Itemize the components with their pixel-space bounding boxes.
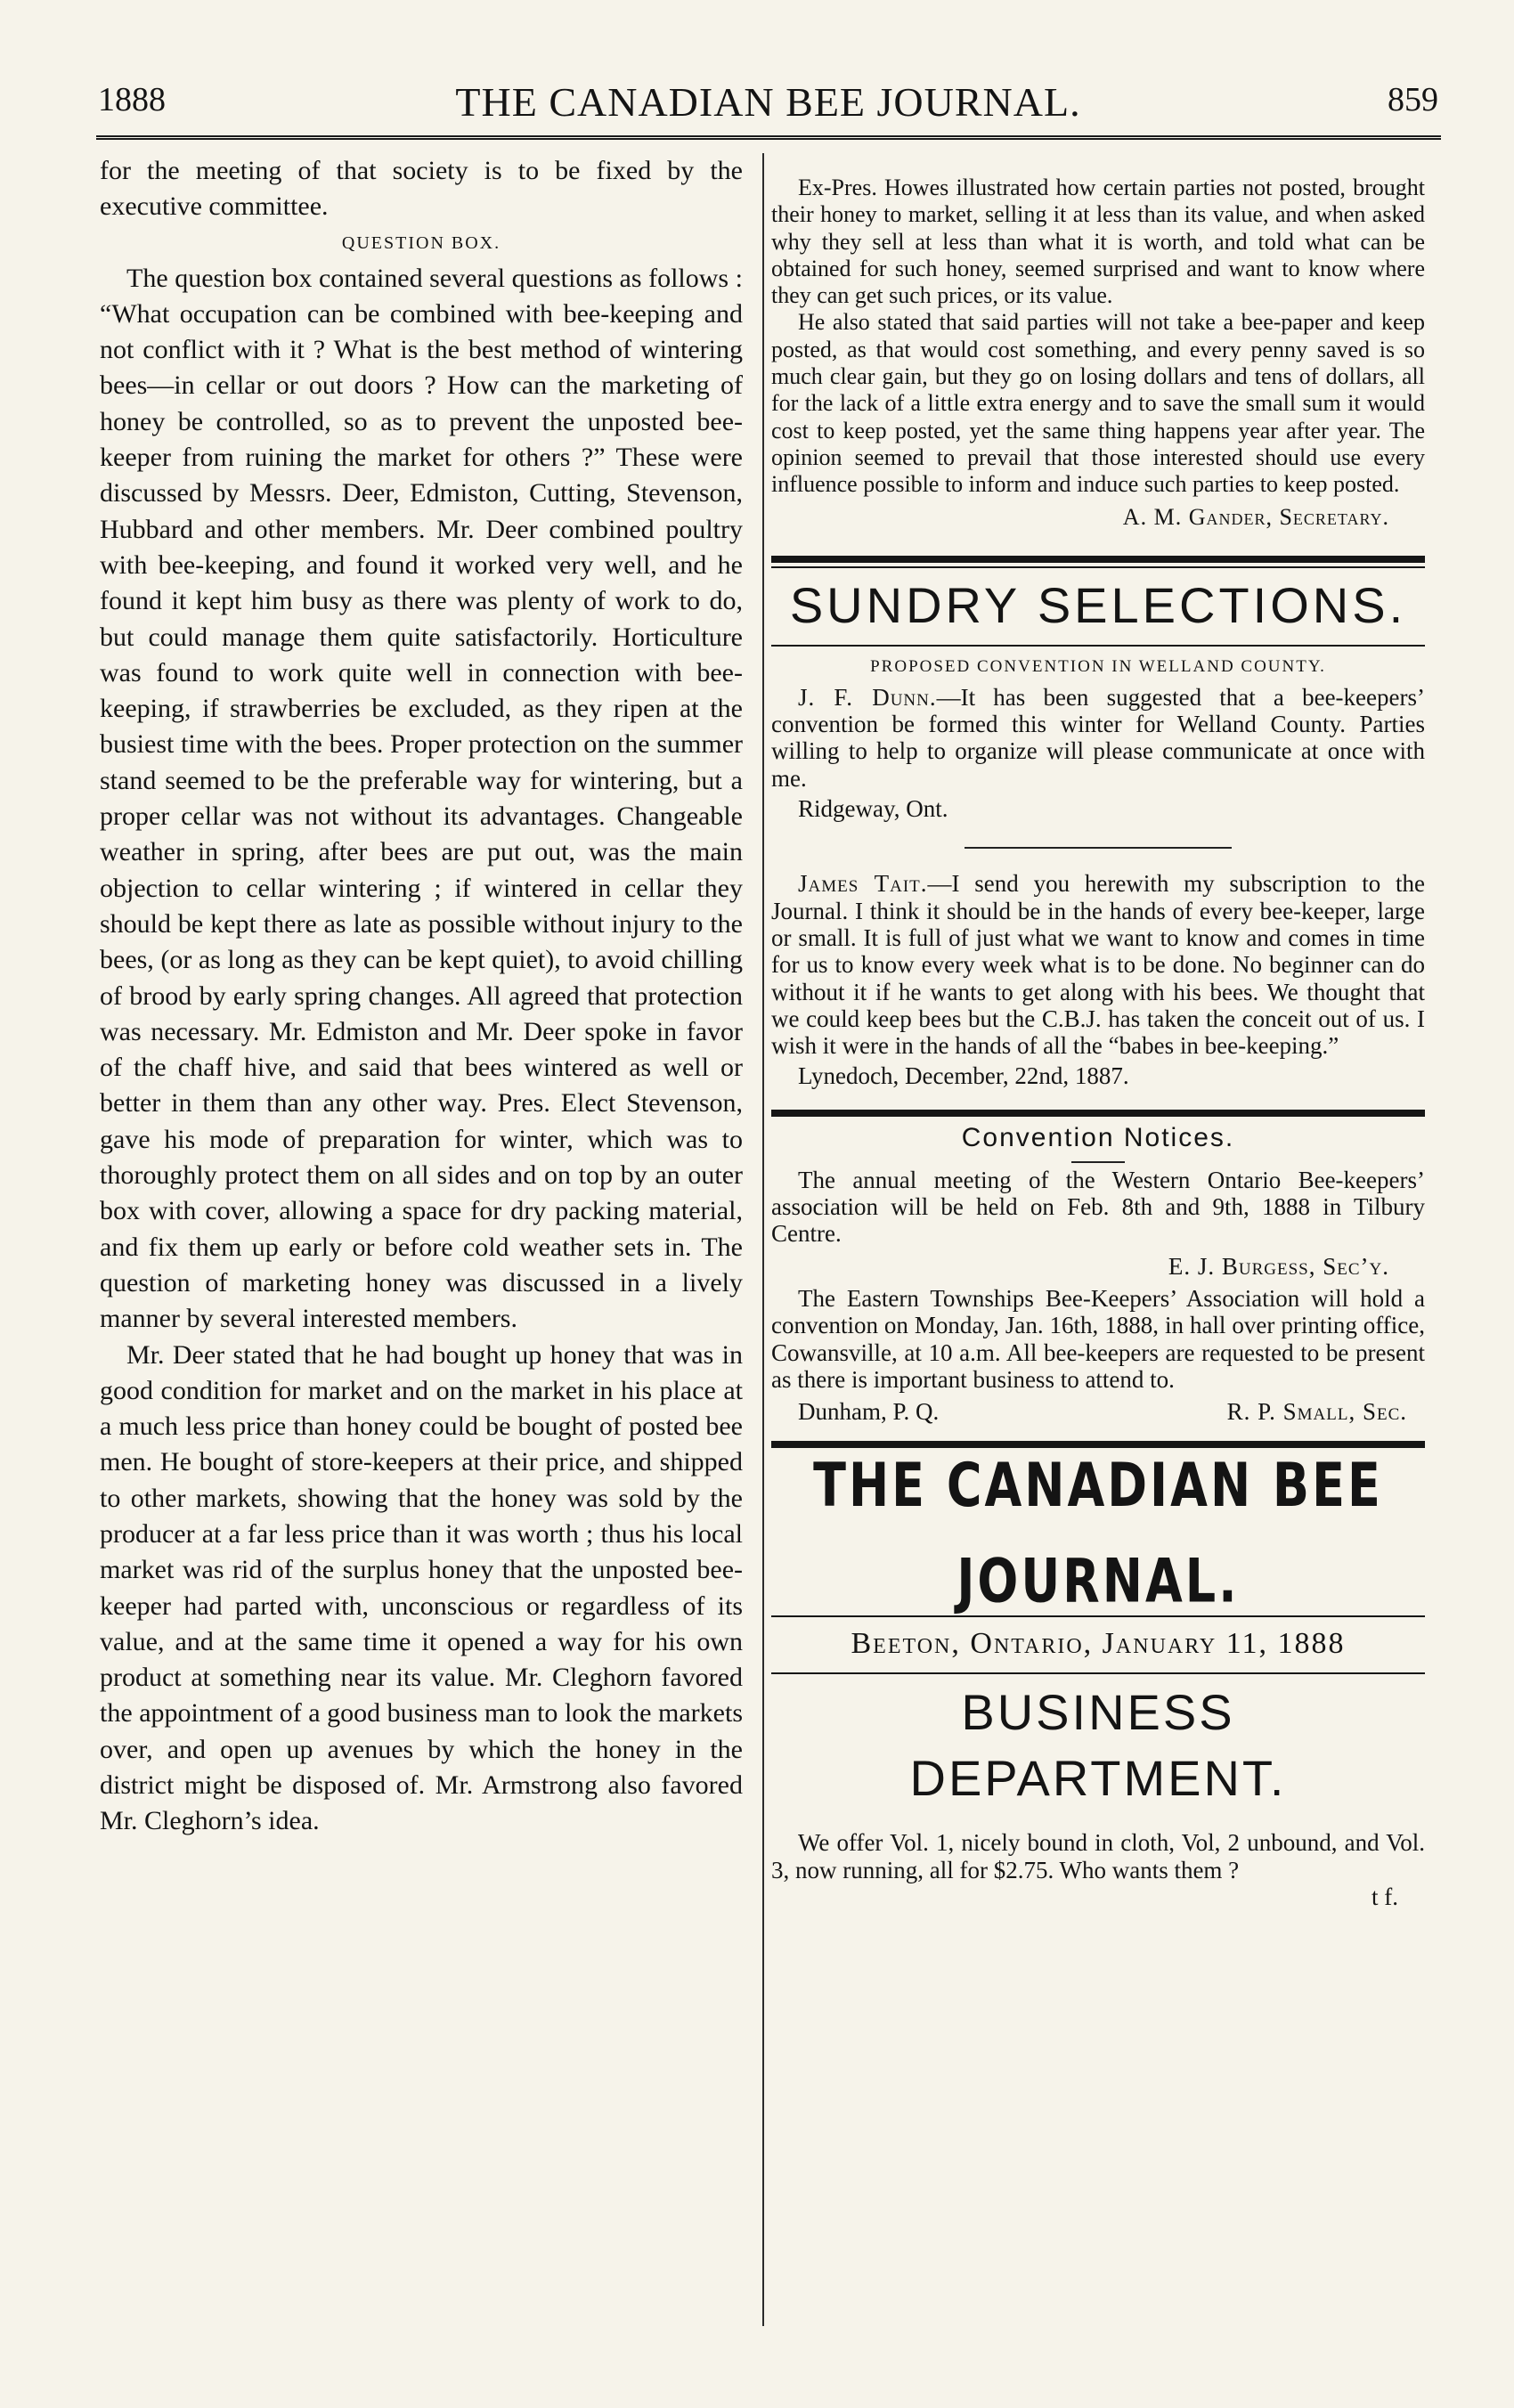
dateline-rule [771, 1672, 1425, 1674]
column-divider [762, 153, 764, 2326]
intro-paragraph: for the meeting of that society is to be fixed by the executive committee. [100, 156, 743, 222]
welland-text: —It has been suggested that a bee-keepers’ convention be formed this winter for Welland County. Parties willing to help to organize will please communicate at once with me. [771, 683, 1425, 792]
howes-paragraph: Ex-Pres. Howes illustrated how certain parties not posted, brought their honey to market, selling it at less than its value, and when asked why they sell at less than what it is worth, and told what can be obtained for such honey, seemed surprised and want to know where they can get such prices, or its value. [771, 175, 1425, 309]
left-column [100, 153, 743, 2326]
welland-place: Ridgeway, Ont. [798, 795, 948, 823]
tait-place: Lynedoch, December, 22nd, 1887. [798, 1062, 1129, 1090]
tait-letter [771, 870, 1425, 1059]
right-column [771, 175, 1425, 2330]
convention-notices-title: Convention Notices. [961, 1122, 1235, 1152]
question-box-heading: QUESTION BOX. [341, 232, 501, 253]
small-signature-line [771, 1393, 1425, 1425]
secretary-signature: A. M. Gander, Secretary. [1122, 503, 1389, 530]
letter-divider [965, 847, 1232, 849]
tait-text: —I send you herewith my subscription to the Journal. I think it should be in the hands of every bee-keeper, large or small. It is full of just what we want to know and comes in time for us to know every week what is to be done. No beginner can do without it if he wants to get along with his bees. We thought that we could keep bees but the C.B.J. has taken the conceit out of us. I wish it were in the hands of all the “babes in bee-keeping.” [771, 870, 1425, 1060]
posted-paragraph: He also stated that said parties will not take a bee-paper and keep posted, as that would cost something, and every penny saved is so much clear gain, but they go on losing dollars and tens of dollars, all for the lack of a little extra energy and to save the small sum it would cost to keep posted, yet the same thing happens year after year. The opinion seemed to prevail that those interested should use every influence possible to inform and induce such parties to keep posted. [771, 309, 1425, 498]
welland-letter [771, 684, 1425, 792]
dateline: Beeton, Ontario, January 11, 1888 [851, 1627, 1346, 1661]
welland-author: J. F. Dunn. [798, 683, 937, 711]
welland-heading: PROPOSED CONVENTION IN WELLAND COUNTY. [870, 656, 1326, 676]
business-department-title: BUSINESS DEPARTMENT. [909, 1684, 1287, 1807]
header-rule [96, 135, 1441, 140]
deer-paragraph: Mr. Deer stated that he had bought up honey that was in good condition for market and on the market in his place at a much less price than honey could be bought of posted bee men. He bought of store-keepers at their price, and shipped to other markets, showing that the honey was sold by the producer at a far less price than it was worth ; thus his local market was rid of the surplus honey that the unposted bee-keeper had parted with, unconscious or regardless of its value, and at the same time it opened a way for his own product at something near its value. Mr. Cleghorn favored the appointment of a good business man to look the markets over, and open up avenues by which the honey in the district might be disposed of. Mr. Armstrong also favored Mr. Cleghorn’s idea. [100, 1339, 743, 1836]
dunham-place: Dunham, P. Q. [798, 1398, 940, 1426]
small-signature: R. P. Small, Sec. [1226, 1398, 1407, 1426]
offer-paragraph: We offer Vol. 1, nicely bound in cloth, Vol, 2 unbound, and Vol. 3, now running, all for $2.75. Who wants them ? [771, 1829, 1425, 1883]
convention-rule [1071, 1161, 1125, 1163]
section-rule-thin [771, 645, 1425, 647]
till-forbid-mark: t f. [1372, 1883, 1398, 1910]
tait-author: James Tait. [798, 870, 928, 898]
journal-masthead: THE CANADIAN BEE JOURNAL. [813, 1450, 1383, 1616]
offer-footer [771, 1883, 1425, 1910]
running-head [98, 78, 1438, 132]
eastern-townships-notice: The Eastern Townships Bee-Keepers’ Association will hold a convention on Monday, Jan. 16th, 1888, in hall over printing office, Cowansville, at 10 a.m. All bee-keepers are requested to be present as there is important business to attend to. [771, 1284, 1425, 1393]
section-rule [771, 556, 1425, 563]
section-rule-thin [771, 566, 1425, 568]
page-number: 859 [1388, 81, 1438, 118]
western-ontario-notice: The annual meeting of the Western Ontario Bee-keepers’ association will be held on Feb. 8th and 9th, 1888 in Tilbury Centre. [771, 1166, 1425, 1248]
sundry-selections-title: SUNDRY SELECTIONS. [789, 576, 1407, 633]
burgess-signature: E. J. Burgess, Sec’y. [1168, 1252, 1389, 1280]
header-year: 1888 [98, 81, 166, 118]
question-box-paragraph: The question box contained several questions as follows : “What occupation can be combined with bee-keeping and not conflict with it ? What is the best method of wintering bees—in cellar or out doors ? How can the marketing of honey be controlled, so as to prevent the unposted bee-keeper from ruining the market for others ?” These were discussed by Messrs. Deer, Edmiston, Cutting, Stevenson, Hubbard and other members. Mr. Deer combined poultry with bee-keeping, and found it worked very well, and he found it kept him busy as there was plenty of work to do, but could manage them quite satisfactorily. Horticulture was found to work quite well in connection with bee-keeping, if strawberries be excluded, as they ripen at the busiest time with the bees. Proper protection on the summer stand seemed to be the preferable way for wintering, but a proper cellar was not without its advantages. Changeable weather in spring, after bees are put out, was the main objection to cellar wintering ; if wintered in cellar they should be kept there as late as possible without injury to the bees, (or as long as they can be kept quiet), to avoid chilling of brood by early spring changes. All agreed that protection was necessary. Mr. Edmiston and Mr. Deer spoke in favor of the chaff hive, and said that bees wintered as well or better in them than any other way. Pres. Elect Stevenson, gave his mode of preparation for winter, which was to thoroughly protect them on all sides and on top by an outer box with cover, allowing a space for dry packing material, and fix them up early or before cold weather sets in. The question of marketing honey was discussed in a lively manner by several interested members. [100, 263, 743, 1334]
journal-title: THE CANADIAN BEE JOURNAL. [455, 79, 1081, 125]
section-rule [771, 1110, 1425, 1117]
